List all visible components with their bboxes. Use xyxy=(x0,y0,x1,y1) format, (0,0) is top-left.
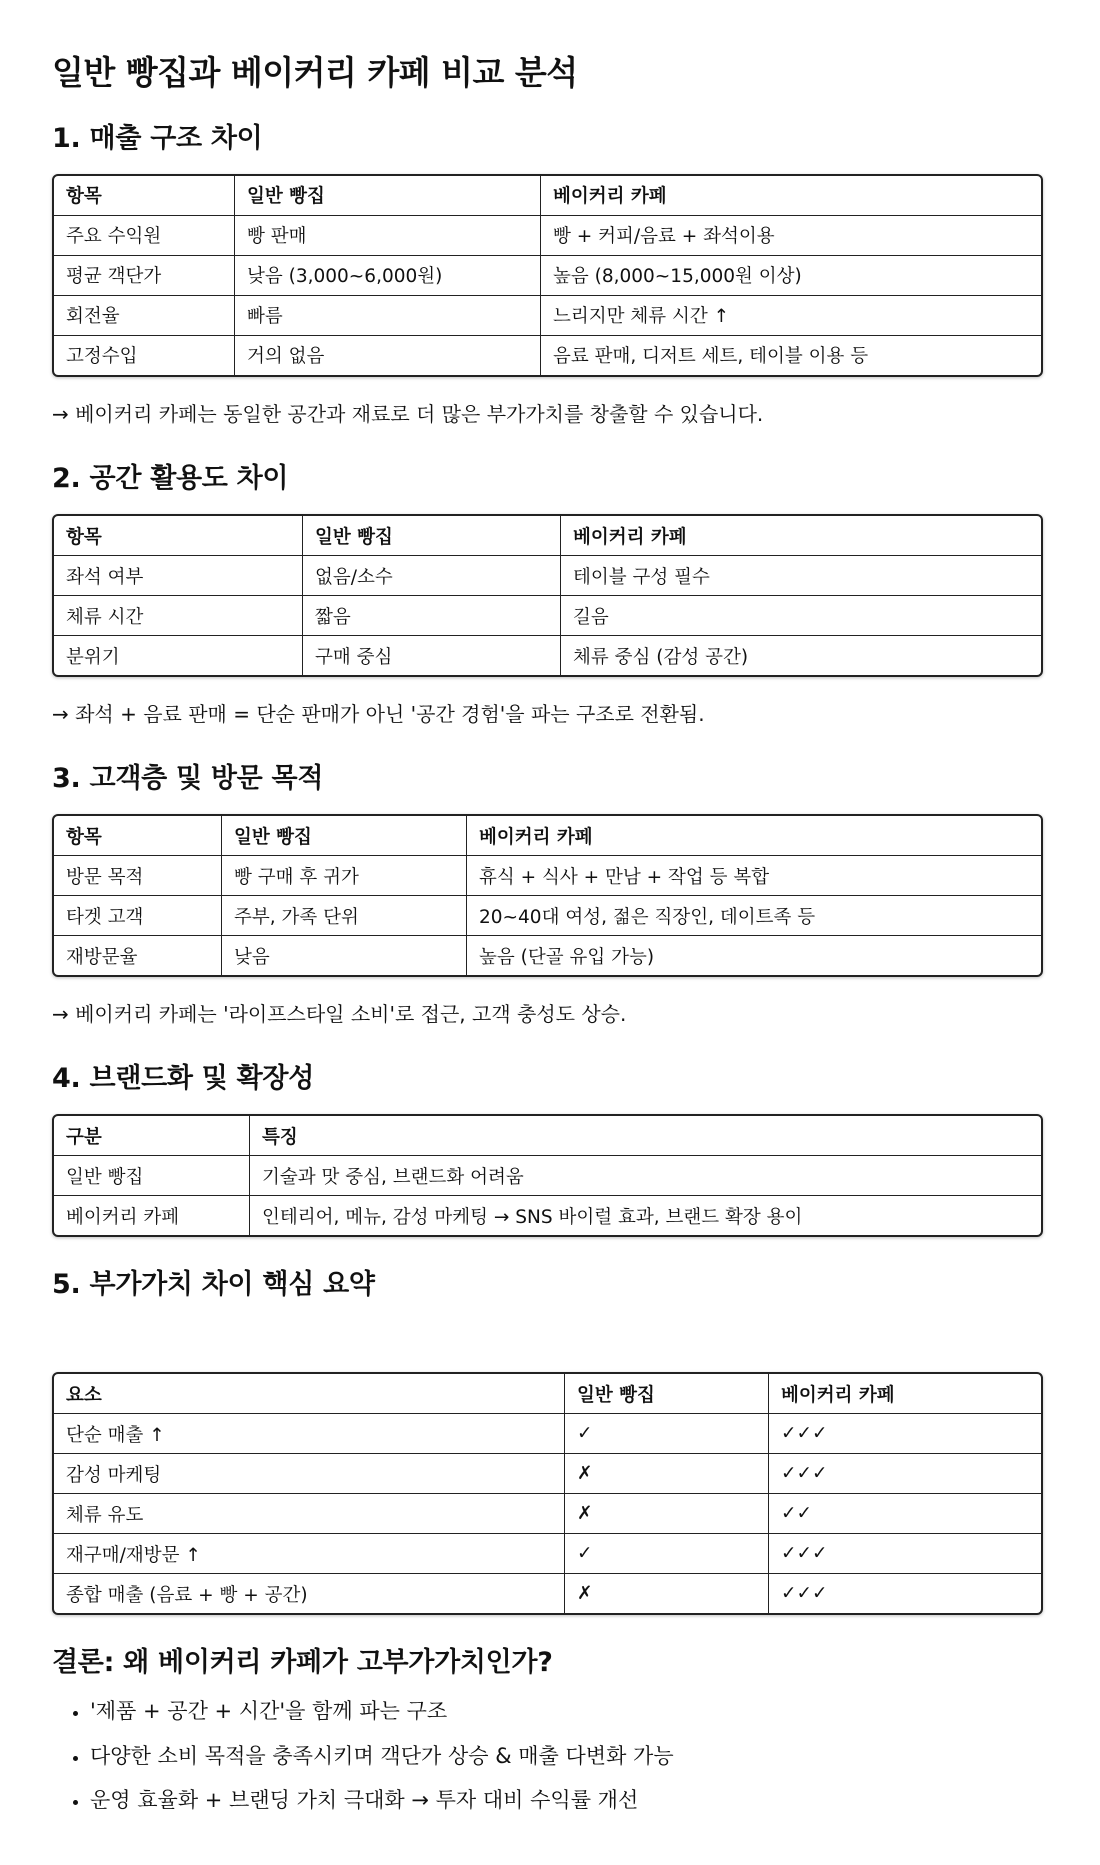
branding-table xyxy=(52,1114,1043,1237)
table-cell: 좌석 여부 xyxy=(54,556,303,596)
table-cell: 분위기 xyxy=(54,636,303,675)
table-cell: 체류 유도 xyxy=(54,1494,565,1534)
table-row xyxy=(54,216,1041,256)
header-cell: 베이커리 카페 xyxy=(769,1374,1041,1414)
table-cell: 체류 중심 (감성 공간) xyxy=(573,646,749,668)
header-cell: 일반 빵집 xyxy=(222,816,467,856)
customer-segment-table xyxy=(52,814,1043,977)
cross-mark-cell: ✗ xyxy=(565,1574,769,1613)
page-title: 일반 빵집과 베이커리 카페 비교 분석 xyxy=(52,53,578,92)
table-row xyxy=(54,936,1041,975)
table-cell: 없음/소수 xyxy=(303,556,561,596)
value-summary-table xyxy=(52,1372,1043,1615)
table-cell: 빵 구매 후 귀가 xyxy=(222,856,467,896)
conclusion-list xyxy=(52,1698,1048,1814)
table-cell: 높음 (단골 유입 가능) xyxy=(479,946,655,968)
table-header-row xyxy=(54,816,1041,856)
table-cell: 구매 중심 xyxy=(303,636,561,675)
section-3-note: → 베이커리 카페는 '라이프스타일 소비'로 접근, 고객 충성도 상승. xyxy=(52,1002,627,1027)
table-cell: 타겟 고객 xyxy=(54,896,222,936)
table-cell: 방문 목적 xyxy=(54,856,222,896)
table-row xyxy=(54,1494,1041,1534)
list-item: • 운영 효율화 + 브랜딩 가치 극대화 → 투자 대비 수익률 개선 xyxy=(90,1787,1048,1814)
header-cell: 일반 빵집 xyxy=(235,176,541,216)
table-cell: 재구매/재방문 ↑ xyxy=(54,1534,565,1574)
list-item: • 다양한 소비 목적을 충족시키며 객단가 상승 & 매출 다변화 가능 xyxy=(90,1743,1048,1770)
table-row xyxy=(54,1196,1041,1235)
table-cell: 종합 매출 (음료 + 빵 + 공간) xyxy=(54,1574,565,1613)
revenue-structure-table xyxy=(52,174,1043,377)
header-cell: 항목 xyxy=(54,176,235,216)
table-header-row xyxy=(54,176,1041,216)
table-cell: 휴식 + 식사 + 만남 + 작업 등 복합 xyxy=(467,856,1041,896)
check-mark-cell: ✓✓✓ xyxy=(769,1534,1041,1574)
check-mark-cell: ✓✓✓ xyxy=(769,1414,1041,1454)
header-cell: 구분 xyxy=(54,1116,250,1156)
table-cell: 재방문율 xyxy=(54,936,222,975)
header-cell: 베이커리 카페 xyxy=(541,176,1041,216)
space-utilization-table xyxy=(52,514,1043,677)
header-cell: 특징 xyxy=(250,1116,1041,1156)
section-5-title: 5. 부가가치 차이 핵심 요약 xyxy=(52,1269,375,1301)
header-cell: 요소 xyxy=(54,1374,565,1414)
table-cell: 20~40대 여성, 젊은 직장인, 데이트족 등 xyxy=(467,896,1041,936)
table-row xyxy=(54,1574,1041,1613)
check-mark-cell: ✓✓ xyxy=(769,1494,1041,1534)
table-cell: 단순 매출 ↑ xyxy=(54,1414,565,1454)
table-cell: 회전율 xyxy=(54,296,235,336)
section-1-note: → 베이커리 카페는 동일한 공간과 재료로 더 많은 부가가치를 창출할 수 있습니다. xyxy=(52,401,764,426)
section-1-title: 1. 매출 구조 차이 xyxy=(52,122,263,154)
table-cell: 짧음 xyxy=(303,596,561,636)
table-row xyxy=(54,896,1041,936)
table-cell: 음료 판매, 디저트 세트, 테이블 이용 등 xyxy=(553,346,869,368)
table-cell: 베이커리 카페 xyxy=(54,1196,250,1235)
table-cell: 거의 없음 xyxy=(235,336,541,375)
section-3-title: 3. 고객층 및 방문 목적 xyxy=(52,763,324,795)
table-cell: 고정수입 xyxy=(54,336,235,375)
table-cell: 테이블 구성 필수 xyxy=(561,556,1041,596)
check-mark-cell: ✓✓✓ xyxy=(781,1583,828,1605)
table-row xyxy=(54,556,1041,596)
section-4-title: 4. 브랜드화 및 확장성 xyxy=(52,1063,314,1095)
table-cell: 감성 마케팅 xyxy=(54,1454,565,1494)
table-cell: 낮음 xyxy=(222,936,467,975)
table-row xyxy=(54,296,1041,336)
check-mark-cell: ✓✓✓ xyxy=(769,1454,1041,1494)
table-row xyxy=(54,256,1041,296)
table-header-row xyxy=(54,1374,1041,1414)
table-row xyxy=(54,856,1041,896)
table-row xyxy=(54,1534,1041,1574)
conclusion-title: 결론: 왜 베이커리 카페가 고부가가치인가? xyxy=(52,1647,553,1679)
table-cell: 기술과 맛 중심, 브랜드화 어려움 xyxy=(250,1156,1041,1196)
list-item: • '제품 + 공간 + 시간'을 함께 파는 구조 xyxy=(90,1698,1048,1725)
table-header-row xyxy=(54,1116,1041,1156)
table-cell: 주부, 가족 단위 xyxy=(222,896,467,936)
check-mark-cell: ✓ xyxy=(565,1534,769,1574)
header-cell: 일반 빵집 xyxy=(303,516,561,556)
header-cell: 베이커리 카페 xyxy=(561,516,1041,556)
table-cell: 체류 시간 xyxy=(54,596,303,636)
header-cell: 일반 빵집 xyxy=(565,1374,769,1414)
check-mark-cell: ✓ xyxy=(565,1414,769,1454)
table-row xyxy=(54,596,1041,636)
table-cell: 주요 수익원 xyxy=(54,216,235,256)
table-row xyxy=(54,336,1041,375)
table-header-row xyxy=(54,516,1041,556)
table-row xyxy=(54,636,1041,675)
table-cell: 평균 객단가 xyxy=(54,256,235,296)
table-cell: 인테리어, 메뉴, 감성 마케팅 → SNS 바이럴 효과, 브랜드 확장 용이 xyxy=(262,1206,803,1228)
table-row xyxy=(54,1454,1041,1494)
cross-mark-cell: ✗ xyxy=(565,1494,769,1534)
section-2-note: → 좌석 + 음료 판매 = 단순 판매가 아닌 '공간 경험'을 파는 구조로 전환됨. xyxy=(52,702,705,727)
table-cell: 일반 빵집 xyxy=(54,1156,250,1196)
table-cell: 빵 판매 xyxy=(235,216,541,256)
table-row xyxy=(54,1414,1041,1454)
header-cell: 항목 xyxy=(54,516,303,556)
table-cell: 느리지만 체류 시간 ↑ xyxy=(541,296,1041,336)
table-cell: 빵 + 커피/음료 + 좌석이용 xyxy=(541,216,1041,256)
table-cell: 높음 (8,000~15,000원 이상) xyxy=(541,256,1041,296)
header-cell: 항목 xyxy=(54,816,222,856)
table-cell: 길음 xyxy=(561,596,1041,636)
table-cell: 빠름 xyxy=(235,296,541,336)
header-cell: 베이커리 카페 xyxy=(467,816,1041,856)
table-cell: 낮음 (3,000~6,000원) xyxy=(235,256,541,296)
table-row xyxy=(54,1156,1041,1196)
cross-mark-cell: ✗ xyxy=(565,1454,769,1494)
section-2-title: 2. 공간 활용도 차이 xyxy=(52,462,289,494)
